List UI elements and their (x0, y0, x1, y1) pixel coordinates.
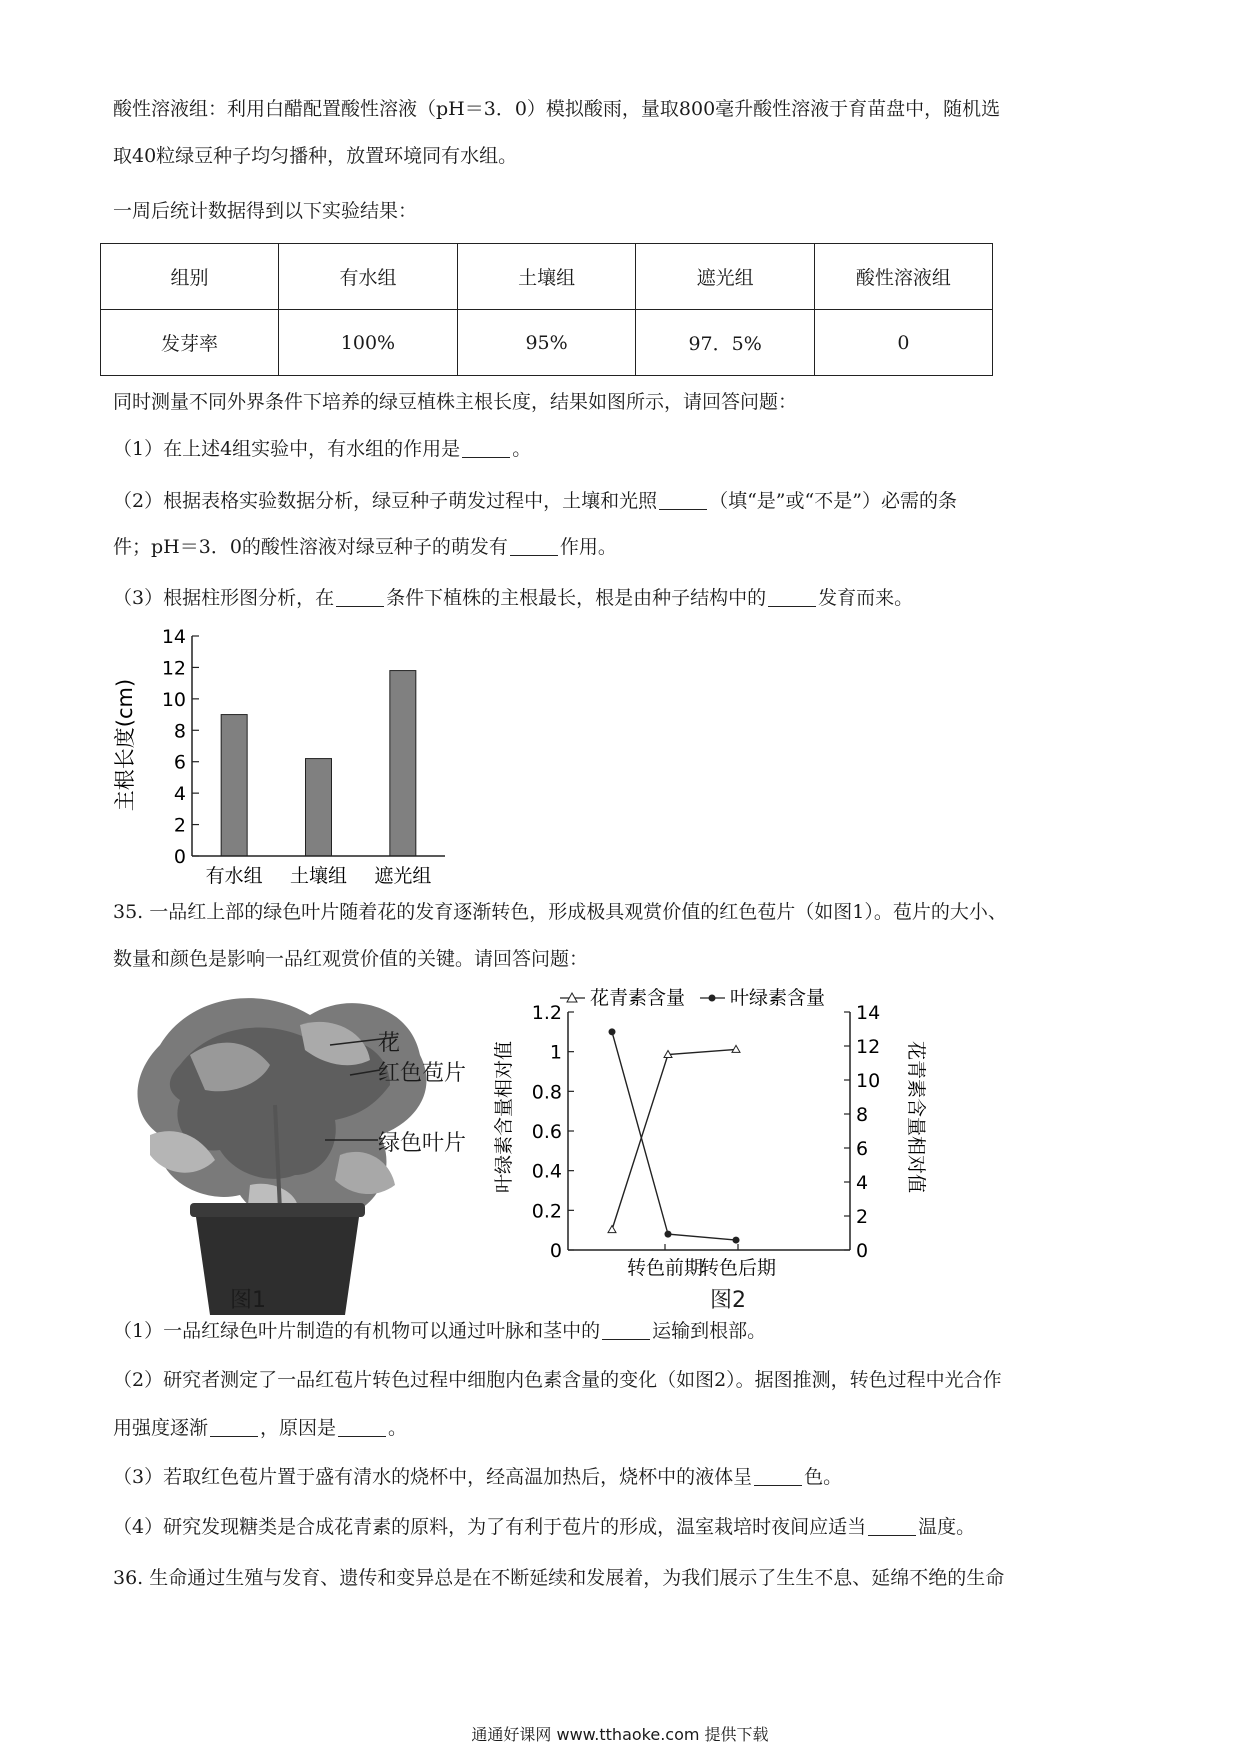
answer-blank[interactable] (510, 536, 558, 556)
q35-q2-end: 。 (388, 1417, 408, 1439)
line-chart-left-tick-label: 0 (549, 1240, 562, 1262)
bar-chart-ytick-label: 12 (161, 657, 186, 680)
q34-lead: 同时测量不同外界条件下培养的绿豆植株主根长度，结果如图所示，请回答问题： (113, 391, 798, 413)
intro-line-2: 取40粒绿豆种子均匀播种，放置环境同有水组。 (113, 145, 518, 167)
germination-table (100, 243, 993, 376)
bar (221, 715, 247, 856)
answer-blank[interactable] (462, 438, 510, 458)
table-row (101, 310, 993, 376)
page-footer: 通通好课网 www.tthaoke.com 提供下载 (471, 1725, 769, 1744)
bar-chart-category-label: 有水组 (205, 865, 263, 887)
q34-question-1 (113, 434, 531, 461)
q34-q2-text-3: 件；pH＝3．0的酸性溶液对绿豆种子的萌发有 (113, 536, 508, 558)
bar-chart-ytick-label: 14 (161, 626, 186, 648)
bar (390, 671, 416, 856)
q34-question-2-line-1 (113, 486, 957, 513)
line-chart-category-label: 转色前期 (626, 1257, 704, 1279)
q36-line-1: 36. 生命通过生殖与发育、遗传和变异总是在不断延续和发展着，为我们展示了生生不息、延绵不绝的生命 (113, 1567, 1005, 1589)
bar-chart-ytick-label: 4 (173, 783, 186, 806)
bar-chart-ytick-label: 0 (173, 846, 186, 868)
table-header-row (101, 244, 993, 310)
answer-blank[interactable] (338, 1417, 386, 1437)
series-line (612, 1032, 736, 1240)
table-cell: 95% (457, 310, 636, 376)
q35-q4-end: 温度。 (918, 1516, 976, 1538)
figure-2-caption: 图2 (710, 1288, 746, 1313)
q34-q1-text: （1）在上述4组实验中，有水组的作用是 (113, 438, 461, 460)
line-chart-left-tick-label: 1 (549, 1041, 562, 1064)
q34-q3-text-2: 条件下植株的主根最长，根是由种子结构中的 (386, 587, 767, 609)
line-chart-left-tick-label: 0.4 (531, 1160, 562, 1183)
root-length-bar-chart (110, 620, 460, 890)
bar-chart-category-label: 遮光组 (374, 865, 432, 887)
table-cell: 组别 (101, 244, 279, 310)
line-chart-right-tick-label: 4 (856, 1172, 869, 1194)
table-cell: 0 (814, 310, 992, 376)
line-chart-right-tick-label: 10 (856, 1070, 881, 1092)
series-line (612, 1049, 736, 1229)
table-cell: 遮光组 (636, 244, 815, 310)
answer-blank[interactable] (754, 1466, 802, 1486)
q34-q3-text: （3）根据柱形图分析，在 (113, 587, 335, 609)
q35-question-3 (113, 1462, 842, 1489)
line-chart-left-tick-label: 0.2 (531, 1200, 562, 1223)
q35-q4-text: （4）研究发现糖类是合成花青素的原料，为了有利于苞片的形成，温室栽培时夜间应适当 (113, 1516, 867, 1538)
answer-blank[interactable] (336, 587, 384, 607)
q34-q2-text: （2）根据表格实验数据分析，绿豆种子萌发过程中，土壤和光照 (113, 490, 658, 512)
table-cell: 土壤组 (457, 244, 636, 310)
bar-chart-ytick-label: 2 (173, 814, 186, 837)
q35-line-1: 35. 一品红上部的绿色叶片随着花的发育逐渐转色，形成极具观赏价值的红色苞片（如图1）。苞片的大小、 (113, 901, 1007, 923)
table-cell: 97．5% (636, 310, 815, 376)
q34-question-3 (113, 583, 913, 610)
legend-item: 花青素含量 (590, 987, 686, 1009)
figure-1-label-flower: 花 (378, 1031, 401, 1056)
table-cell: 100% (279, 310, 458, 376)
legend-item: 叶绿素含量 (730, 987, 826, 1009)
q35-q2-text: 用强度逐渐 (113, 1417, 209, 1439)
line-chart-right-tick-label: 8 (856, 1104, 869, 1126)
line-chart-right-tick-label: 2 (856, 1206, 869, 1228)
figure-1-label-bract: 红色苞片 (378, 1061, 467, 1086)
q35-line-2: 数量和颜色是影响一品红观赏价值的关键。请回答问题： (113, 948, 589, 970)
q35-q3-end: 色。 (804, 1466, 843, 1488)
line-chart-right-tick-label: 12 (856, 1036, 881, 1058)
line-chart-legend (560, 987, 825, 1009)
answer-blank[interactable] (768, 587, 816, 607)
line-chart-left-tick-label: 0.6 (531, 1121, 562, 1143)
q34-q3-end: 发育而来。 (818, 587, 914, 609)
line-chart-left-tick-label: 0.8 (531, 1081, 562, 1104)
q34-q2-end: 作用。 (559, 536, 617, 558)
data-point (732, 1045, 740, 1052)
bar-chart-category-label: 土壤组 (289, 865, 348, 887)
q35-question-2-line-2 (113, 1413, 407, 1440)
bar-chart-ytick-label: 6 (173, 751, 186, 774)
bar (306, 759, 332, 856)
data-point (665, 1231, 672, 1238)
q35-question-1 (113, 1316, 766, 1343)
intro-line-3: 一周后统计数据得到以下实验结果： (113, 200, 418, 222)
pigment-line-chart (490, 982, 930, 1282)
figure-1-label-leaf: 绿色叶片 (378, 1131, 467, 1156)
q34-q2-text-2: （填“是”或“不是”）必需的条 (709, 490, 957, 512)
q35-question-2-line-1: （2）研究者测定了一品红苞片转色过程中细胞内色素含量的变化（如图2）。据图推测，转色过程中光合作 (113, 1369, 1002, 1391)
q35-question-4 (113, 1512, 975, 1539)
table-cell: 发芽率 (101, 310, 279, 376)
data-point (609, 1028, 616, 1035)
answer-blank[interactable] (868, 1516, 916, 1536)
q34-q1-end: 。 (512, 438, 532, 460)
q35-q3-text: （3）若取红色苞片置于盛有清水的烧杯中，经高温加热后，烧杯中的液体呈 (113, 1466, 753, 1488)
q35-q2-text-2: ，原因是 (260, 1417, 337, 1439)
data-point (733, 1237, 740, 1244)
answer-blank[interactable] (602, 1320, 650, 1340)
data-point (608, 1226, 616, 1233)
q34-question-2-line-2 (113, 532, 617, 559)
line-chart-right-tick-label: 0 (856, 1240, 869, 1262)
line-chart-right-tick-label: 6 (856, 1138, 869, 1160)
line-chart-ylabel-right: 花青素含量相对值 (905, 1040, 927, 1194)
answer-blank[interactable] (210, 1417, 258, 1437)
answer-blank[interactable] (659, 490, 707, 510)
bar-chart-ylabel: 主根长度(cm) (113, 678, 137, 812)
line-chart-left-tick-label: 1.2 (531, 1002, 562, 1024)
legend-dot-icon (709, 995, 716, 1002)
table-cell: 酸性溶液组 (814, 244, 992, 310)
line-chart-ylabel-left: 叶绿素含量相对值 (493, 1040, 515, 1194)
q35-q1-end: 运输到根部。 (652, 1320, 767, 1342)
bar-chart-ytick-label: 8 (173, 720, 186, 743)
line-chart-right-tick-label: 14 (856, 1002, 881, 1024)
bar-chart-ytick-label: 10 (161, 688, 186, 711)
intro-line-1: 酸性溶液组：利用白醋配置酸性溶液（pH＝3．0）模拟酸雨，量取800毫升酸性溶液于育苗盘中，随机选 (113, 98, 1001, 120)
figure-1-caption: 图1 (230, 1288, 266, 1313)
table-cell: 有水组 (279, 244, 458, 310)
line-chart-category-label: 转色后期 (699, 1257, 777, 1279)
q35-q1-text: （1）一品红绿色叶片制造的有机物可以通过叶脉和茎中的 (113, 1320, 601, 1342)
